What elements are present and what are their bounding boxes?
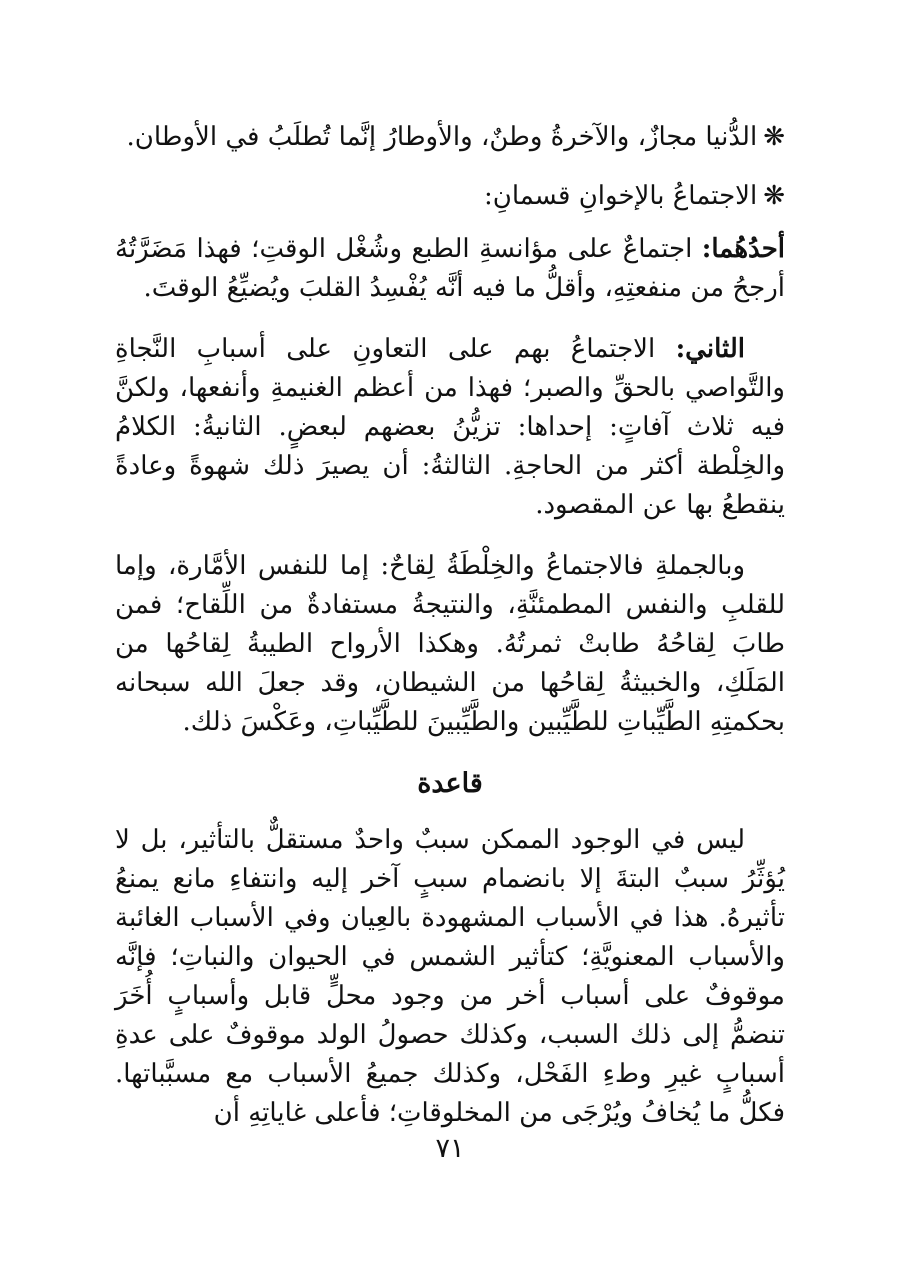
asterisk-icon: ❋ <box>763 122 785 152</box>
section-heading: قاعدة <box>417 768 483 799</box>
asterisk-icon: ❋ <box>763 181 785 211</box>
second-type-lead: الثاني: <box>675 334 745 364</box>
page-number: ٧١ <box>435 1133 465 1164</box>
second-type-paragraph <box>115 330 785 525</box>
rule-paragraph: ليس في الوجود الممكن سببٌ واحدٌ مستقلٌّ بالتأثير، بل لا يُؤثِّرُ سببٌ البتةَ إلا بانضمام سببٍ آخر إليه وانتفاءِ مانع يمنعُ تأثيرهُ. هذا في الأسباب المشهودة بالعِيان وفي الأسباب الغائبة والأسباب المعنويَّةِ؛ كتأثير الشمس في الحيوان والنباتِ؛ فإنَّه موقوفٌ على أسباب أخر من وجود محلٍّ قابل وأسبابٍ أُخَرَ تنضمُّ إلى ذلك السبب، وكذلك حصولُ الولد موقوفٌ على عدةِ أسبابٍ غيرِ وطءِ الفَحْل، وكذلك جميعُ الأسباب مع مسبَّباتها. فكلُّ ما يُخافُ ويُرْجَى من المخلوقاتِ؛ فأعلى غاياتِهِ أن <box>115 825 785 1128</box>
first-type-lead: أحدُهُما: <box>701 234 785 264</box>
maxim-text: الدُّنيا مجازٌ، والآخرةُ وطنٌ، والأوطارُ إنَّما تُطلَبُ في الأوطان. <box>126 122 758 152</box>
first-type-paragraph <box>115 230 785 308</box>
summary-paragraph: وبالجملةِ فالاجتماعُ والخِلْطَةُ لِقاحٌ: إما للنفس الأمَّارة، وإما للقلبِ والنفس المطمئنَّةِ، والنتيجةُ مستفادةٌ من اللِّقاح؛ فمن طابَ لِقاحُهُ طابتْ ثمرتُهُ. وهكذا الأرواح الطيبةُ لِقاحُها من المَلَكِ، والخبيثةُ لِقاحُها من الشيطان، وقد جعلَ الله سبحانه بحكمتِهِ الطَّيِّباتِ للطَّيِّبين والطَّيِّبينَ للطَّيِّباتِ، وعَكْسَ ذلك. <box>115 551 785 737</box>
gatherings-intro-text: الاجتماعُ بالإخوانِ قسمانِ: <box>484 181 758 211</box>
page-body <box>115 118 785 1133</box>
gatherings-intro <box>115 177 785 216</box>
first-type-body: اجتماعٌ على مؤانسةِ الطبع وشُغْل الوقتِ؛ فهذا مَضَرَّتُهُ أرجحُ من منفعتِهِ، وأقلُّ ما فيه أنَّه يُفْسِدُ القلبَ ويُضيِّعُ الوقتَ. <box>115 234 785 303</box>
maxim-paragraph <box>115 118 785 157</box>
second-type-body: الاجتماعُ بهم على التعاونِ على أسبابِ النَّجاةِ والتَّواصي بالحقِّ والصبر؛ فهذا من أعظم الغنيمةِ وأنفعها، ولكنَّ فيه ثلاث آفاتٍ: إحداها: تزيُّنُ بعضهم لبعضٍ. الثانيةُ: الكلامُ والخِلْطة أكثر من الحاجةِ. الثالثةُ: أن يصيرَ ذلك شهوةً وعادةً ينقطعُ بها عن المقصود. <box>115 334 785 520</box>
